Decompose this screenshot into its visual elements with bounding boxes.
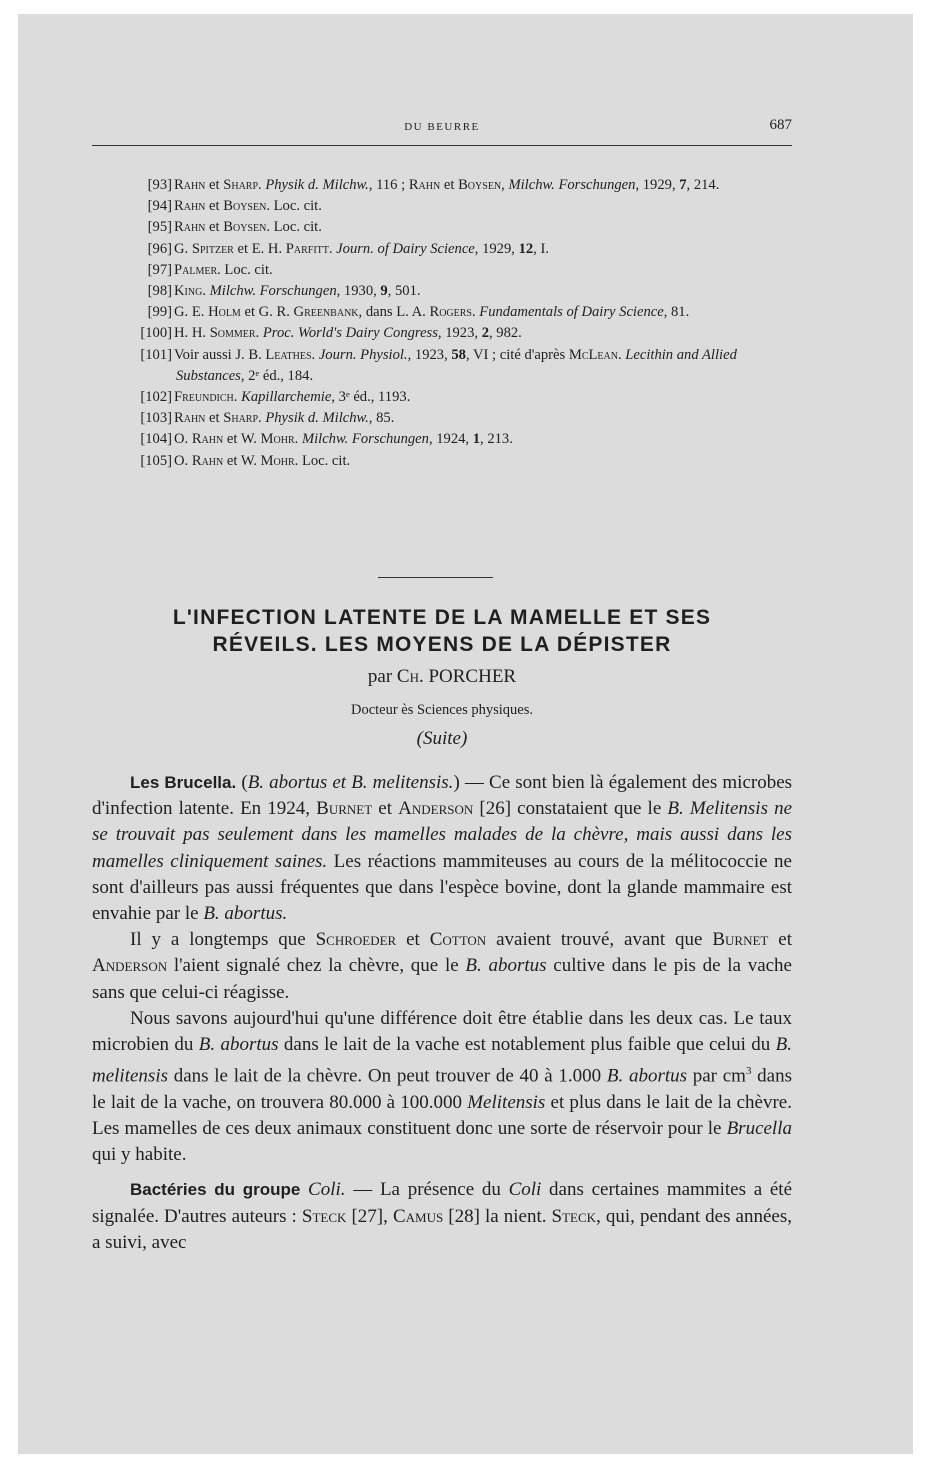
text-run: dans le lait de la vache, on trouvera 80.000 à 100.000 xyxy=(92,1065,792,1113)
reference-number: [95] xyxy=(147,219,172,236)
author-name: Anderson xyxy=(92,955,168,977)
text-run: , 81. xyxy=(663,304,690,321)
text-run: avaient trouvé, avant que xyxy=(486,929,713,951)
italic-text: Brucella xyxy=(726,1117,792,1139)
italic-text: Kapillarchemie xyxy=(241,389,332,406)
text-run: . xyxy=(328,240,337,257)
author-name: Mohr xyxy=(260,431,295,448)
text-run: et xyxy=(440,177,459,193)
text-run: , 1930, xyxy=(336,283,381,300)
italic-text: Physik d. Milchw. xyxy=(265,410,369,427)
text-run: et xyxy=(205,410,224,427)
reference-item xyxy=(92,429,792,450)
italic-text: Milchw. Forschungen xyxy=(209,283,337,300)
text-run: . xyxy=(617,346,626,363)
reference-item xyxy=(92,281,792,302)
reference-list xyxy=(92,175,792,472)
author-name: Ch. PORCHER xyxy=(396,666,517,687)
text-run: et plus dans le lait de la chèvre. Les mamelles de ces deux animaux constituent donc une sorte de réservoir pour le xyxy=(92,1091,792,1139)
author-name: Parfitt xyxy=(285,240,329,257)
text-run: . xyxy=(202,283,210,300)
author-name: Steck xyxy=(301,1205,347,1227)
text-run: . xyxy=(255,325,263,342)
author-name: Camus xyxy=(392,1205,444,1227)
text-run: . xyxy=(258,177,266,193)
reference-number: [102] xyxy=(140,389,172,406)
reference-item xyxy=(92,408,792,429)
text-run: dans le lait de la chèvre. On peut trouver de 40 à 1.000 xyxy=(168,1065,607,1087)
header-rule xyxy=(92,145,792,146)
reference-number: [98] xyxy=(147,283,172,300)
reference-number: [100] xyxy=(140,325,172,342)
byline-prefix: par xyxy=(367,666,397,687)
reference-text xyxy=(174,283,421,299)
author-name: Rahn xyxy=(191,431,224,448)
italic-text: Lecithin and Allied Substances xyxy=(176,346,737,384)
reference-text xyxy=(174,431,513,447)
text-run: [28] la nient. xyxy=(443,1205,552,1227)
text-run: O. xyxy=(174,452,192,469)
reference-text xyxy=(174,389,410,405)
italic-text: Milchw. Forschungen xyxy=(301,431,429,448)
text-run: et W. xyxy=(223,431,261,448)
author-name: Holm xyxy=(208,304,241,321)
reference-text xyxy=(174,177,719,193)
text-run: ) — Ce sont bien là également des microbes d'infection latente. En 1924, xyxy=(92,772,793,820)
volume-number: 2 xyxy=(481,325,489,342)
volume-number: 12 xyxy=(518,240,534,257)
text-run: et xyxy=(205,177,224,193)
text-run: H. H. xyxy=(174,325,210,342)
reference-number: [104] xyxy=(140,431,172,448)
text-run: . Loc. cit. xyxy=(266,198,322,215)
reference-number: [99] xyxy=(147,304,172,321)
text-run: et xyxy=(396,929,430,951)
reference-item xyxy=(92,260,792,281)
author-name: Sharp xyxy=(223,410,259,427)
text-run: , 116 ; xyxy=(368,177,409,193)
reference-item xyxy=(92,451,792,472)
text-run: et G. R. xyxy=(240,304,294,321)
text-run: [27], xyxy=(346,1205,393,1227)
section-divider xyxy=(378,577,493,578)
text-run: qui y habite. xyxy=(92,1144,187,1166)
italic-text: Proc. World's Dairy Congress xyxy=(262,325,438,342)
volume-number: 9 xyxy=(380,283,388,300)
text-run: . xyxy=(472,304,480,321)
text-run: l'aient signalé chez la chèvre, que le xyxy=(167,955,466,977)
run-in-heading: Les Brucella. xyxy=(130,773,237,792)
italic-text: Milchw. Forschungen xyxy=(508,177,636,193)
body-paragraph xyxy=(92,1006,792,1169)
article-body xyxy=(92,770,792,1256)
text-run: cultive dans le pis de la vache sans que celui-ci réagisse. xyxy=(92,955,792,1003)
text-run: , 214. xyxy=(686,177,720,193)
reference-item xyxy=(92,239,792,260)
author-name: Mohr xyxy=(260,452,295,469)
italic-text: B. abortus xyxy=(606,1065,688,1087)
author-name: Freundich xyxy=(174,389,234,406)
text-run: Voir aussi J. B. xyxy=(174,346,266,363)
reference-item xyxy=(92,345,792,387)
author-name: Spitzer xyxy=(191,240,234,257)
article-title xyxy=(62,604,822,658)
text-run: et xyxy=(205,219,224,236)
text-run: . xyxy=(294,431,302,448)
text-run: et E. H. xyxy=(233,240,286,257)
text-run: , 1929, xyxy=(474,240,519,257)
reference-item xyxy=(92,323,792,344)
author-name: Burnet xyxy=(316,798,373,820)
italic-text: B. abortus. xyxy=(203,903,288,925)
text-run: . Loc. cit. xyxy=(266,219,322,236)
reference-number: [96] xyxy=(147,240,172,257)
running-head: DU BEURRE xyxy=(404,121,480,133)
volume-number: 1 xyxy=(472,431,481,448)
text-run: G. xyxy=(174,240,192,257)
text-run: O. xyxy=(174,431,192,448)
text-run: , 982. xyxy=(488,325,522,342)
body-paragraph xyxy=(92,1177,792,1256)
author-name: Rahn xyxy=(191,452,224,469)
text-run: . xyxy=(233,389,242,406)
italic-text: Coli xyxy=(508,1179,542,1201)
reference-item xyxy=(92,302,792,323)
reference-number: [94] xyxy=(147,198,172,215)
italic-text: B. abortus xyxy=(198,1034,279,1056)
superscript: 3 xyxy=(745,1065,752,1078)
author-name: Anderson xyxy=(398,798,474,820)
author-name: Steck xyxy=(551,1205,597,1227)
run-in-heading: Bactéries du groupe xyxy=(130,1180,301,1200)
text-run: , dans L. A. xyxy=(358,304,430,321)
page-header xyxy=(92,117,792,141)
reference-number: [97] xyxy=(147,261,172,278)
reference-number: [101] xyxy=(140,346,172,363)
text-run: , xyxy=(501,177,509,193)
author-name: Greenbank xyxy=(293,304,359,321)
text-run: Nous savons aujourd'hui qu'une différence doit être établie dans les deux cas. Le taux microbien du xyxy=(92,1007,792,1056)
text-run: , 2ᵉ éd., 184. xyxy=(240,367,314,384)
text-run: Il y a longtemps que xyxy=(130,929,316,951)
title-line-2: RÉVEILS. LES MOYENS DE LA DÉPISTER xyxy=(212,633,672,656)
suite-label: (Suite) xyxy=(416,728,468,749)
reference-text xyxy=(174,453,350,469)
italic-text: B. Melitensis ne se trouvait pas seulement dans les mamelles malades de la chèvre, mais aussi dans les mamelles cliniquement saines. xyxy=(92,798,793,872)
text-run: , qui, pendant des années, a suivi, avec xyxy=(92,1205,792,1253)
reference-text xyxy=(174,219,322,235)
text-run: . xyxy=(311,346,319,363)
text-run: ( xyxy=(236,772,248,793)
text-run: , 85. xyxy=(368,410,395,427)
italic-text: Physik d. Milchw. xyxy=(265,177,369,193)
reference-text xyxy=(174,325,522,341)
reference-item xyxy=(92,175,792,196)
reference-item xyxy=(92,196,792,217)
author-name: Rahn xyxy=(408,177,441,193)
author-name: Burnet xyxy=(712,929,769,951)
text-run: , 3ᵉ éd., 1193. xyxy=(331,389,411,406)
text-run xyxy=(300,1179,308,1200)
body-paragraph xyxy=(92,927,792,1006)
reference-item xyxy=(92,387,792,408)
reference-text xyxy=(174,410,394,426)
text-run: , 213. xyxy=(480,431,513,448)
page-number: 687 xyxy=(769,117,792,133)
reference-number: [105] xyxy=(140,452,172,469)
text-run: et xyxy=(205,198,224,215)
author-name: Sommer xyxy=(209,325,256,342)
text-run: — La présence du xyxy=(345,1179,509,1201)
author-name: Palmer xyxy=(174,261,218,278)
text-run: [26] constataient que le xyxy=(473,798,668,820)
body-paragraph xyxy=(92,770,792,927)
italic-text: Journ. of Dairy Science xyxy=(336,240,475,257)
author-name: Rahn xyxy=(174,410,206,427)
italic-text: B. melitensis xyxy=(92,1034,792,1087)
reference-item xyxy=(92,217,792,238)
reference-text xyxy=(174,262,273,278)
reference-number: [103] xyxy=(140,410,172,427)
author-name: Boysen xyxy=(458,177,502,193)
byline xyxy=(92,666,792,688)
author-name: Schroeder xyxy=(315,929,397,951)
text-run: . xyxy=(258,410,266,427)
text-run: par cm xyxy=(687,1065,746,1087)
text-run: , 1929, xyxy=(635,177,680,193)
text-run: Les réactions mammiteuses au cours de la mélitococcie ne sont d'ailleurs pas aussi fréquentes que dans l'espèce bovine, dont la glande mammaire est envahie par le xyxy=(92,850,792,925)
text-run: , 501. xyxy=(387,283,421,300)
text-run: G. E. xyxy=(174,304,209,321)
text-run: . Loc. cit. xyxy=(217,261,273,278)
italic-text: B. abortus et B. melitensis. xyxy=(247,772,454,793)
text-run: . Loc. cit. xyxy=(294,452,351,469)
text-run: dans le lait de la vache est notablement plus faible que celui du xyxy=(278,1034,776,1056)
author-name: Rogers xyxy=(429,304,472,321)
text-run: et xyxy=(372,798,399,820)
italic-text: B. abortus xyxy=(465,955,547,977)
italic-text: Journ. Physiol. xyxy=(318,346,408,363)
volume-number: 7 xyxy=(679,177,687,193)
author-name: Rahn xyxy=(174,177,206,193)
author-name: Boysen xyxy=(223,198,267,215)
author-name: King xyxy=(174,283,203,300)
author-name: Cotton xyxy=(429,929,487,951)
text-run: , 1923, xyxy=(407,346,452,363)
text-run: et W. xyxy=(223,452,261,469)
italic-text: Fundamentals of Dairy Science xyxy=(479,304,664,321)
author-name: Boysen xyxy=(223,219,267,236)
text-run: , VI ; cité d'après xyxy=(465,346,569,363)
italic-text: Coli. xyxy=(308,1179,346,1201)
volume-number: 58 xyxy=(451,346,466,363)
reference-text xyxy=(174,241,549,257)
reference-text xyxy=(174,304,689,320)
title-line-1: L'INFECTION LATENTE DE LA MAMELLE ET SES xyxy=(172,606,712,629)
author-name: Rahn xyxy=(174,198,206,215)
text-run: , 1923, xyxy=(437,325,482,342)
author-name: Rahn xyxy=(174,219,206,236)
author-name: Sharp xyxy=(223,177,259,193)
author-affiliation: Docteur ès Sciences physiques. xyxy=(350,702,533,718)
author-name: Leathes xyxy=(265,346,312,363)
reference-number: [93] xyxy=(147,177,172,193)
text-run: et xyxy=(768,929,792,951)
reference-text xyxy=(174,198,322,214)
text-run: , I. xyxy=(533,240,549,257)
text-run: , 1924, xyxy=(428,431,473,448)
italic-text: Melitensis xyxy=(467,1091,546,1113)
author-name: McLean xyxy=(568,346,618,363)
text-run: dans certaines mammites a été signalée. D'autres auteurs : xyxy=(92,1179,793,1227)
reference-text xyxy=(174,347,737,384)
